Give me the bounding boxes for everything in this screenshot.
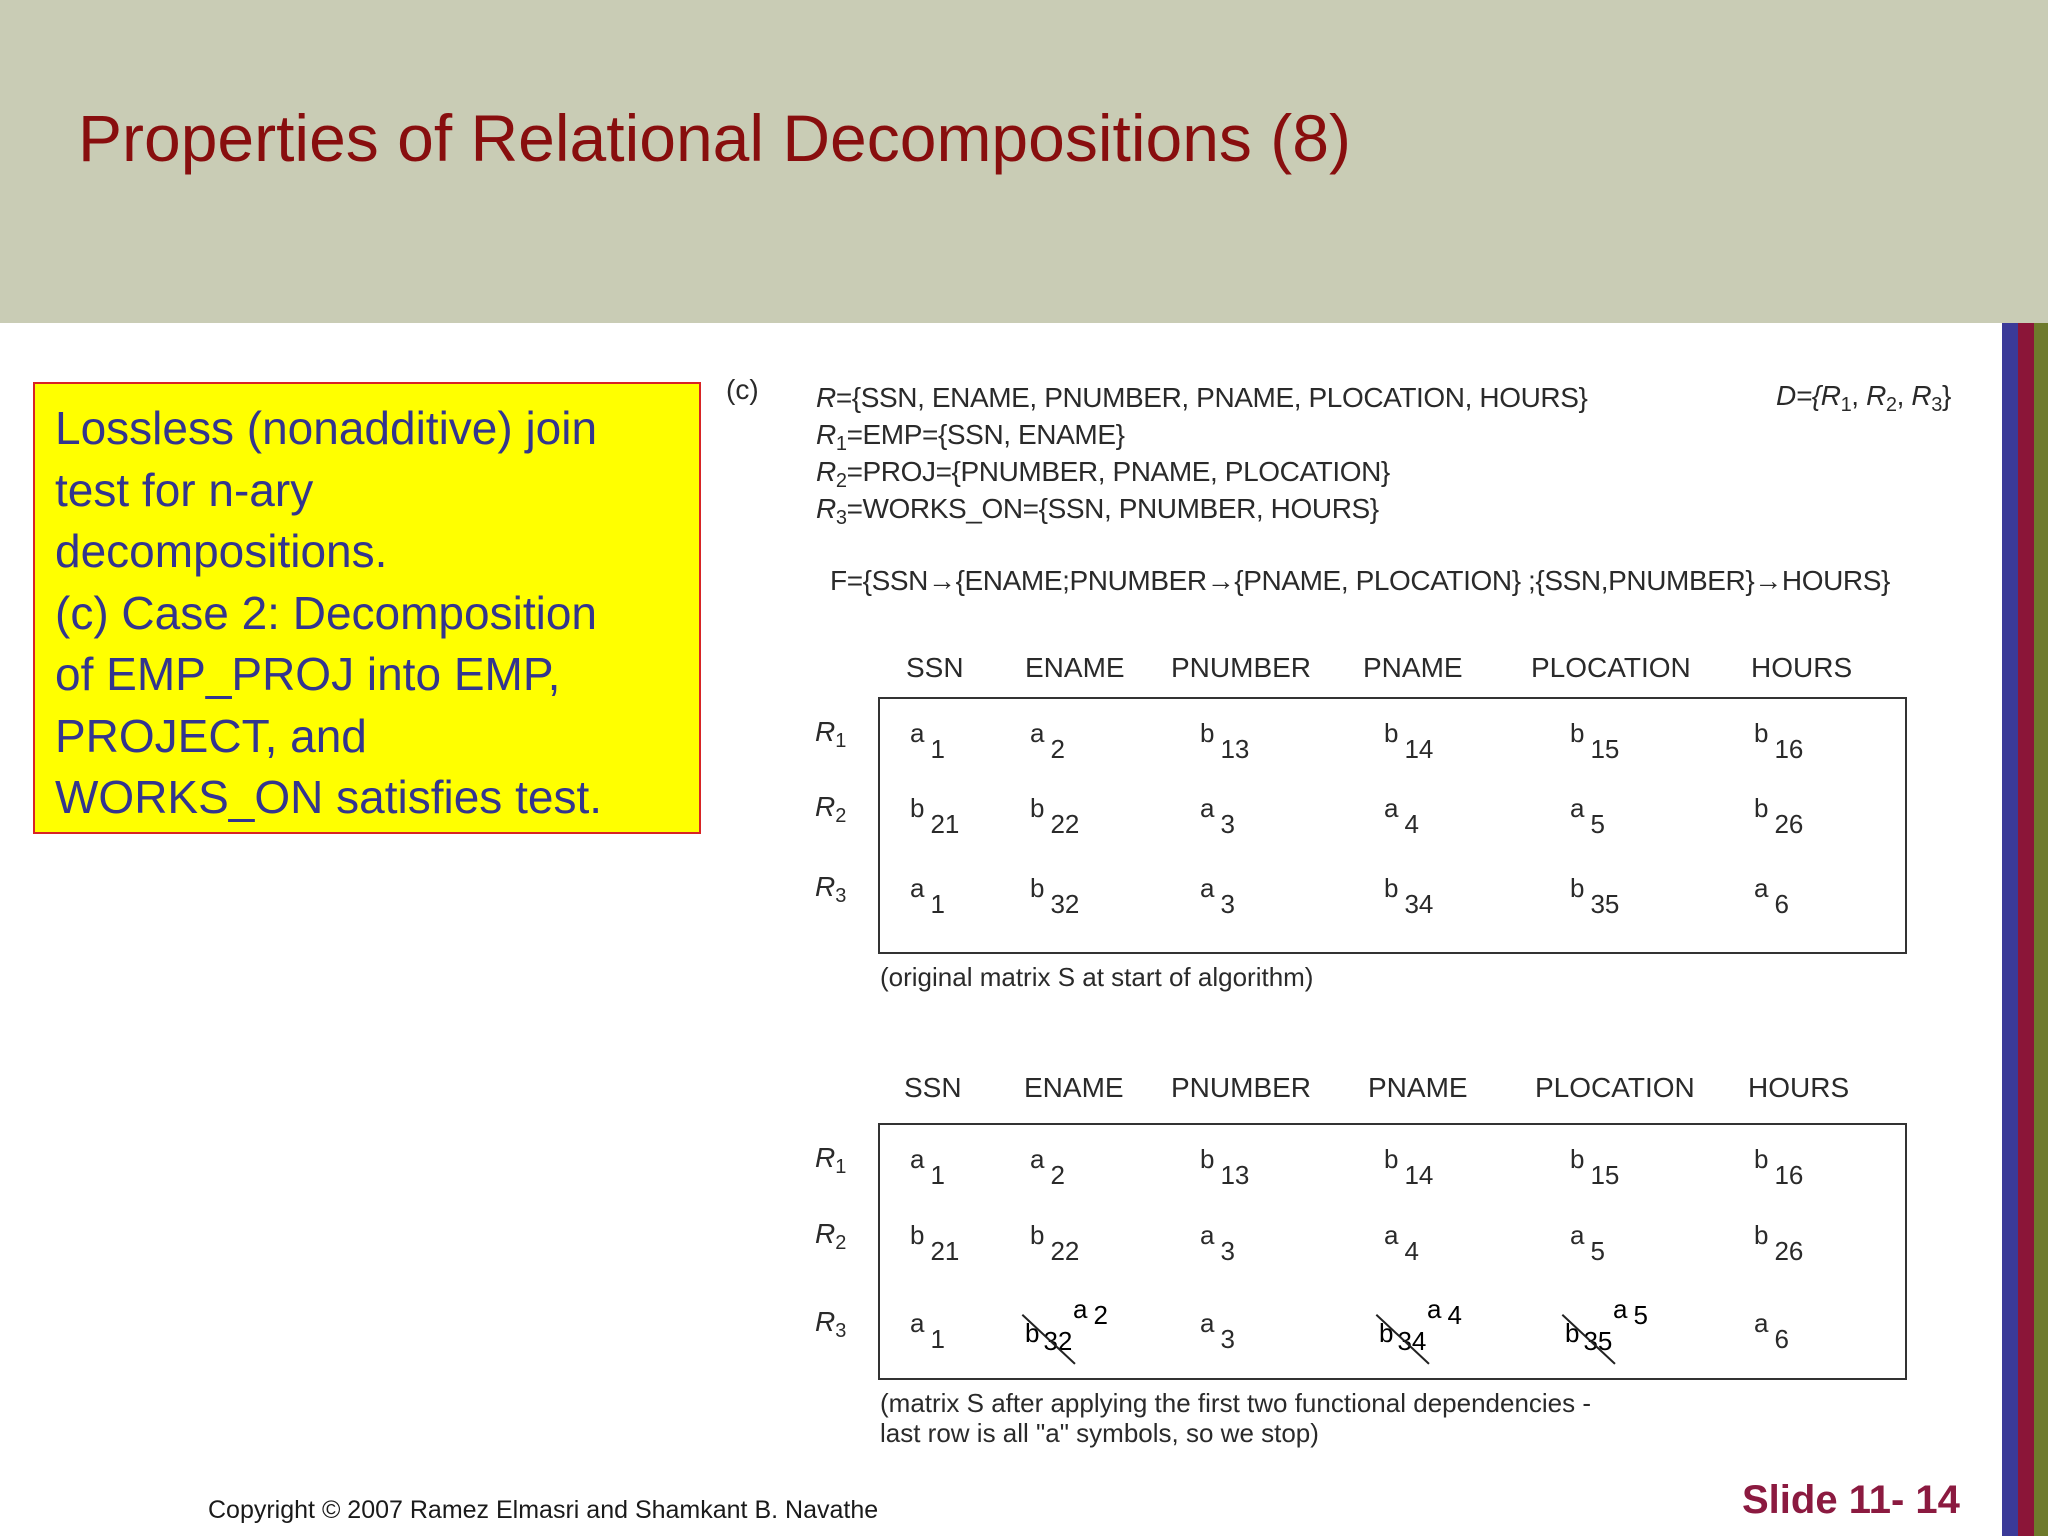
matrix-caption: (matrix S after applying the first two functional dependencies - last row is all "a" symbols, so we stop) xyxy=(880,1388,1592,1448)
matrix-cell xyxy=(1384,1220,1419,1266)
matrix-cell xyxy=(1200,793,1235,839)
new-symbol-index: 4 xyxy=(1447,1300,1462,1330)
matrix-cell xyxy=(1570,718,1620,764)
r1-definition: $R_1=EMP=\{SSN$, ENAME} xyxy=(816,419,1125,455)
copyright: Copyright © 2007 Ramez Elmasri and Shamkant B. Navathe xyxy=(208,1496,879,1524)
matrix-cell xyxy=(1030,793,1080,839)
cell-symbol: a xyxy=(910,1144,925,1174)
matrix-cell xyxy=(1030,873,1080,919)
cell-index: 1 xyxy=(930,1324,945,1354)
new-symbol-letter: a xyxy=(1073,1294,1088,1324)
r2-definition: $R_2=PROJ=\{PNUMBER$, PNAME, PLOCATION} xyxy=(816,456,1390,492)
cell-symbol: a xyxy=(1384,1220,1399,1250)
matrix-cell xyxy=(910,873,945,919)
cell-index: 35 xyxy=(1590,889,1620,919)
cell-index: 1 xyxy=(930,889,945,919)
cell-index: 21 xyxy=(930,1236,960,1266)
matrix-cell xyxy=(910,793,960,839)
cell-index: 32 xyxy=(1050,889,1080,919)
column-header: PLOCATION xyxy=(1535,1072,1695,1103)
row-label-sub: 1 xyxy=(835,1156,847,1178)
slide-title: Properties of Relational Decompositions (8) xyxy=(78,101,1351,175)
row-label-name: R xyxy=(815,871,836,902)
row-label-name: R xyxy=(815,1142,836,1173)
new-symbol-index: 2 xyxy=(1093,1300,1108,1330)
column-header: HOURS xyxy=(1751,652,1853,683)
matrix-cell xyxy=(1200,1144,1250,1190)
cell-index: 16 xyxy=(1774,734,1804,764)
row-label xyxy=(815,791,847,827)
matrix-cell xyxy=(910,1220,960,1266)
row-label-name: R xyxy=(815,1218,836,1249)
column-header: PNUMBER xyxy=(1171,652,1312,683)
cell-symbol: a xyxy=(1754,873,1769,903)
old-symbol-letter: b xyxy=(1379,1318,1394,1348)
cell-index: 16 xyxy=(1774,1160,1804,1190)
cell-symbol: b xyxy=(910,1220,925,1250)
cell-symbol: a xyxy=(1200,873,1215,903)
cell-symbol: b xyxy=(1030,793,1045,823)
cell-index: 22 xyxy=(1050,809,1080,839)
old-symbol-index: 32 xyxy=(1043,1326,1073,1356)
cell-index: 21 xyxy=(930,809,960,839)
row-label-sub: 1 xyxy=(835,730,847,752)
matrix-cell xyxy=(1200,873,1235,919)
cell-index: 1 xyxy=(930,1160,945,1190)
row-label-name: R xyxy=(815,716,836,747)
row-label xyxy=(815,1142,847,1178)
matrix-cell xyxy=(1384,718,1434,764)
matrix-cell xyxy=(1754,1308,1789,1354)
matrix-cell xyxy=(1200,1220,1235,1266)
cell-symbol: b xyxy=(1754,1144,1769,1174)
cell-symbol: a xyxy=(1570,1220,1585,1250)
matrix-cell xyxy=(1030,718,1065,764)
cell-symbol: b xyxy=(1030,1220,1045,1250)
cell-index: 14 xyxy=(1404,734,1434,764)
matrix-cell xyxy=(1384,873,1434,919)
new-symbol-letter: a xyxy=(1427,1294,1442,1324)
cell-index: 26 xyxy=(1774,1236,1804,1266)
matrix-cell xyxy=(1754,873,1789,919)
cell-index: 5 xyxy=(1590,809,1605,839)
matrix-cell xyxy=(1754,1144,1804,1190)
matrix-cell xyxy=(1754,1220,1804,1266)
cell-symbol: b xyxy=(1200,718,1215,748)
matrix-cell xyxy=(910,1144,945,1190)
row-label xyxy=(815,1218,847,1254)
column-header: PLOCATION xyxy=(1531,652,1691,683)
column-header: SSN xyxy=(904,1072,962,1103)
matrix-cell xyxy=(1030,1144,1065,1190)
decorative-bar-blue xyxy=(2002,323,2018,1536)
cell-symbol: b xyxy=(1754,718,1769,748)
cell-symbol: a xyxy=(1200,1308,1215,1338)
matrix-cell xyxy=(1200,718,1250,764)
f-definition: F={SSN→{ENAME;PNUMBER→{PNAME, PLOCATION} ;{SSN,PNUMBER}→HOURS} xyxy=(830,565,1890,596)
new-symbol xyxy=(1427,1294,1462,1330)
cell-index: 1 xyxy=(930,734,945,764)
cell-index: 6 xyxy=(1774,1324,1789,1354)
cell-symbol: a xyxy=(1030,1144,1045,1174)
old-symbol-index: 35 xyxy=(1583,1326,1613,1356)
replaced-cell xyxy=(1565,1294,1648,1356)
cell-symbol: a xyxy=(1570,793,1585,823)
cell-index: 15 xyxy=(1590,1160,1620,1190)
matrix-caption: (original matrix S at start of algorithm) xyxy=(880,962,1314,992)
cell-symbol: a xyxy=(1200,1220,1215,1250)
cell-index: 6 xyxy=(1774,889,1789,919)
matrix-cell xyxy=(1384,1144,1434,1190)
note-text: Lossless (nonadditive) join test for n-ary decompositions. (c) Case 2: Decomposition of EMP_PROJ into EMP, PROJECT, and WORKS_ON satisfies test. xyxy=(55,402,603,823)
cell-index: 3 xyxy=(1220,889,1235,919)
cell-index: 3 xyxy=(1220,1236,1235,1266)
old-symbol-letter: b xyxy=(1025,1318,1040,1348)
cell-symbol: a xyxy=(910,1308,925,1338)
cell-index: 14 xyxy=(1404,1160,1434,1190)
matrix-cell xyxy=(1030,1220,1080,1266)
r-definition: R={SSN, ENAME, PNUMBER, PNAME, PLOCATION, HOURS} xyxy=(816,382,1588,413)
new-symbol xyxy=(1073,1294,1108,1330)
cell-index: 4 xyxy=(1404,809,1419,839)
replaced-cell xyxy=(1025,1294,1108,1356)
cell-index: 3 xyxy=(1220,1324,1235,1354)
cell-symbol: a xyxy=(1384,793,1399,823)
row-label xyxy=(815,1306,847,1342)
matrix-cell xyxy=(1200,1308,1235,1354)
matrix-cell xyxy=(1570,793,1605,839)
row-label xyxy=(815,716,847,752)
matrix-cell xyxy=(1754,793,1804,839)
figure-label: (c) xyxy=(726,374,759,405)
matrix-cell xyxy=(1384,793,1419,839)
matrix-cell xyxy=(1570,1144,1620,1190)
row-label-sub: 3 xyxy=(835,1320,847,1342)
cell-symbol: a xyxy=(1200,793,1215,823)
cell-symbol: b xyxy=(1570,1144,1585,1174)
cell-symbol: b xyxy=(1570,873,1585,903)
column-header: HOURS xyxy=(1748,1072,1850,1103)
cell-symbol: a xyxy=(910,873,925,903)
new-symbol xyxy=(1613,1294,1648,1330)
cell-symbol: a xyxy=(1754,1308,1769,1338)
cell-symbol: b xyxy=(1384,718,1399,748)
cell-index: 5 xyxy=(1590,1236,1605,1266)
row-label-name: R xyxy=(815,1306,836,1337)
cell-index: 22 xyxy=(1050,1236,1080,1266)
matrix-cell xyxy=(910,1308,945,1354)
cell-symbol: b xyxy=(1200,1144,1215,1174)
matrix-cell xyxy=(910,718,945,764)
cell-symbol: b xyxy=(1754,1220,1769,1250)
cell-index: 15 xyxy=(1590,734,1620,764)
replaced-cell xyxy=(1379,1294,1462,1356)
d-definition: $D=\{R_1$, $R_2$, $R_3$} xyxy=(1776,380,1951,416)
column-header: SSN xyxy=(906,652,964,683)
column-header: PNAME xyxy=(1363,652,1463,683)
r3-definition: $R_3=WORKS\_ON=\{SSN$, PNUMBER, HOURS} xyxy=(816,493,1379,529)
cell-index: 13 xyxy=(1220,734,1250,764)
note-box xyxy=(33,382,701,834)
row-label xyxy=(815,871,847,907)
cell-symbol: b xyxy=(1384,873,1399,903)
new-symbol-index: 5 xyxy=(1633,1300,1648,1330)
slide-number: Slide 11- 14 xyxy=(1742,1478,1960,1522)
cell-symbol: b xyxy=(1384,1144,1399,1174)
cell-index: 4 xyxy=(1404,1236,1419,1266)
cell-index: 2 xyxy=(1050,734,1065,764)
row-label-sub: 2 xyxy=(835,805,847,827)
row-label-sub: 2 xyxy=(835,1232,847,1254)
old-symbol-letter: b xyxy=(1565,1318,1580,1348)
cell-symbol: a xyxy=(910,718,925,748)
column-header: ENAME xyxy=(1024,1072,1124,1103)
matrix-cell xyxy=(1570,1220,1605,1266)
column-header: PNAME xyxy=(1368,1072,1468,1103)
cell-symbol: b xyxy=(1030,873,1045,903)
matrix-cell xyxy=(1754,718,1804,764)
column-header: PNUMBER xyxy=(1171,1072,1312,1103)
decorative-bar-olive xyxy=(2034,323,2048,1536)
row-label-sub: 3 xyxy=(835,885,847,907)
matrix-cell xyxy=(1570,873,1620,919)
cell-symbol: b xyxy=(1754,793,1769,823)
cell-symbol: b xyxy=(1570,718,1585,748)
cell-symbol: b xyxy=(910,793,925,823)
new-symbol-letter: a xyxy=(1613,1294,1628,1324)
row-label-name: R xyxy=(815,791,836,822)
cell-index: 13 xyxy=(1220,1160,1250,1190)
decorative-bar-red xyxy=(2018,323,2034,1536)
column-header: ENAME xyxy=(1025,652,1125,683)
cell-index: 3 xyxy=(1220,809,1235,839)
cell-index: 2 xyxy=(1050,1160,1065,1190)
cell-index: 26 xyxy=(1774,809,1804,839)
cell-index: 34 xyxy=(1404,889,1434,919)
old-symbol-index: 34 xyxy=(1397,1326,1427,1356)
cell-symbol: a xyxy=(1030,718,1045,748)
